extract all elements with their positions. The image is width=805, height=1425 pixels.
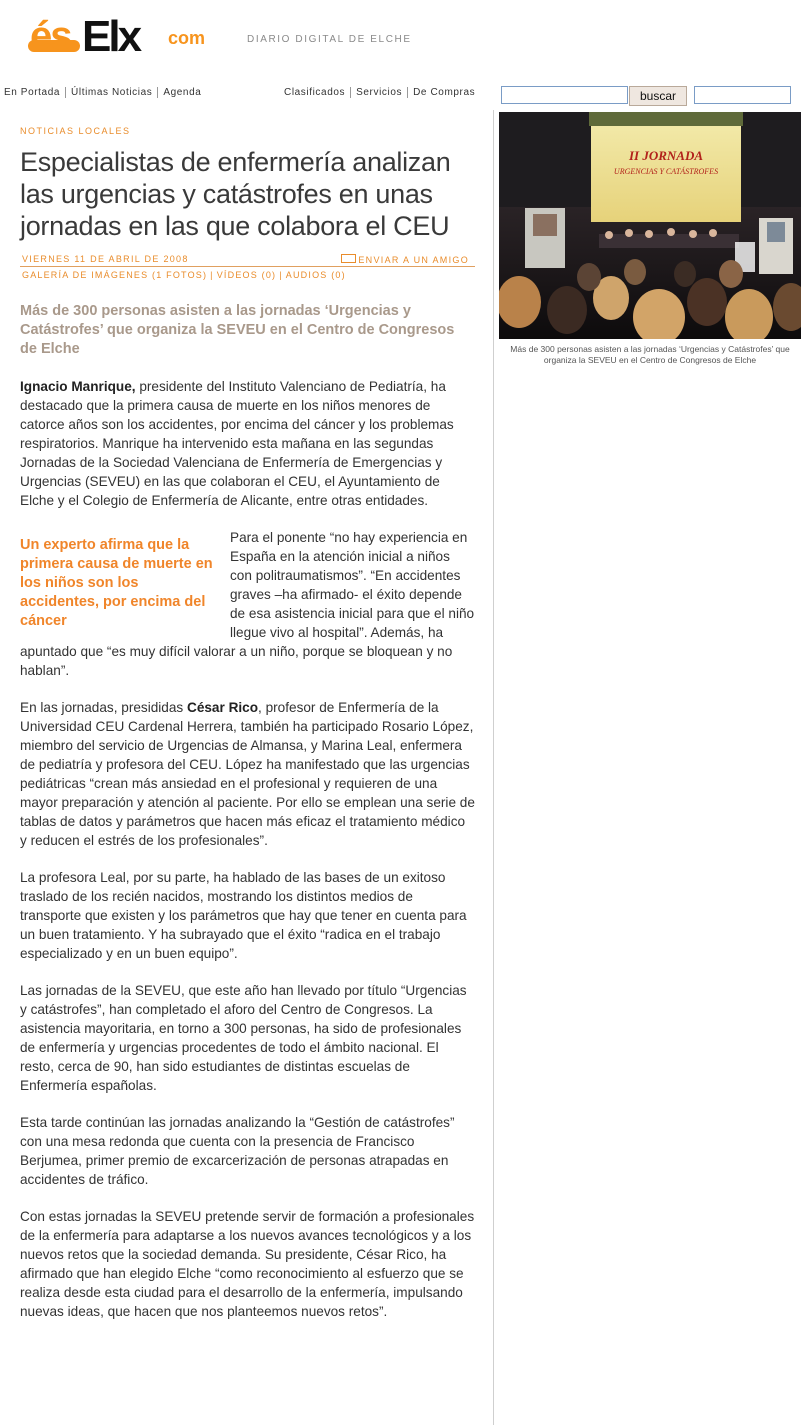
search-input[interactable] bbox=[501, 86, 628, 104]
paragraph-3: En las jornadas, presididas César Rico, profesor de Enfermería de la Universidad CEU Cardenal Herrera, también ha participado Rosario López, miembro del servicio de Urgencias de Almansa, y Marina Leal, enfermera de pediatría y profesora del CEU. López ha manifestado que las urgencias pediátricas “crean más ansiedad en el profesional y requieren de una mayor preparación y atención al paciente. Por ello se emplean una serie de tablas de datos y parámetros que hacen más eficaz el tratamiento médico y reducen el estrés de los profesionales”. bbox=[20, 700, 475, 848]
logo-com: com bbox=[168, 28, 206, 48]
paragraph-6: Esta tarde continúan las jornadas analizando la “Gestión de catástrofes” con una mesa redonda que cuenta con la presencia de Francisco Berjumea, primer premio de excarcerización de personas atrapadas en accidentes de tráfico. bbox=[20, 1115, 455, 1187]
media-links bbox=[20, 270, 475, 284]
article-date: VIERNES 11 DE ABRIL DE 2008 bbox=[22, 254, 189, 264]
pull-quote: Un experto afirma que la primera causa de muerte en los niños son los accidentes, por encima del cáncer bbox=[20, 537, 213, 629]
send-to-friend-link[interactable] bbox=[341, 254, 469, 265]
paragraph-4: La profesora Leal, por su parte, ha hablado de las bases de un exitoso traslado de los recién nacidos, mostrando los distintos medios de transporte que existen y los parámetros que hay que tener en cuenta para un buen tratamiento. Y ha subrayado que el éxito “radica en el trabajo especializado y en un buen equipo”. bbox=[20, 870, 467, 961]
site-tagline: DIARIO DIGITAL DE ELCHE bbox=[247, 34, 412, 45]
article-meta bbox=[20, 252, 475, 267]
nav-item-portada[interactable]: En Portada bbox=[4, 87, 61, 98]
person-name: César Rico bbox=[187, 700, 259, 715]
paragraph-1: Ignacio Manrique, presidente del Instituto Valenciano de Pediatría, ha destacado que la primera causa de muerte en los niños menores de catorce años son los accidentes, por encima del cáncer y los problemas respiratorios. Manrique ha intervenido esta mañana en las segundas Jornadas de la Sociedad Valenciana de Enfermería de Emergencias y Urgencias (SEVEU) en las que colaboran el CEU, el Ayuntamiento de Elche y el Colegio de Enfermería de Alicante, entre otras entidades. bbox=[20, 379, 454, 508]
person-name: Ignacio Manrique, bbox=[20, 379, 136, 394]
search-button[interactable]: buscar bbox=[629, 86, 687, 106]
section-label[interactable]: NOTICIAS LOCALES bbox=[20, 126, 131, 136]
site-header bbox=[0, 0, 805, 80]
videos-link[interactable]: VÍDEOS (0) bbox=[216, 270, 277, 280]
send-to-friend-label: ENVIAR A UN AMIGO bbox=[358, 255, 469, 265]
article-body bbox=[20, 377, 475, 1321]
nav-left-group bbox=[4, 87, 206, 98]
paragraph-7: Con estas jornadas la SEVEU pretende servir de formación a profesionales de la enfermería para adaptarse a los nuevos avances tecnológicos y a los nuevos retos que la sociedad demanda. Su presidente, César Rico, ha afirmado que han elegido Elche “como reconocimiento al esfuerzo que se realiza desde esta ciudad para el desarrollo de la enfermería, impulsando nuevas ideas, que hacen que nos planteemos nuevos retos”. bbox=[20, 1209, 475, 1319]
screen-subtitle: URGENCIAS Y CATÁSTROFES bbox=[613, 167, 719, 176]
article-photo[interactable] bbox=[499, 112, 801, 339]
logo-es: és bbox=[30, 14, 71, 58]
secondary-search-input[interactable] bbox=[694, 86, 791, 104]
article-title: Especialistas de enfermería analizan las urgencias y catástrofes en unas jornadas en las que colabora el CEU bbox=[20, 147, 451, 241]
envelope-icon bbox=[341, 254, 356, 263]
nav-item-de-compras[interactable]: De Compras bbox=[407, 87, 480, 98]
article-lead: Más de 300 personas asisten a las jornadas ‘Urgencias y Catástrofes’ que organiza la SEVEU en el Centro de Congresos de Elche bbox=[20, 303, 455, 357]
screen-title: II JORNADA bbox=[628, 148, 704, 163]
nav-item-agenda[interactable]: Agenda bbox=[157, 87, 206, 98]
separator: | bbox=[210, 270, 214, 280]
paragraph-2: Para el ponente “no hay experiencia en España en la atención inicial a niños con politraumatismos”. “En accidentes graves –ha afirmado- el éxito depende de esa asistencia inicial para que el niño llegue vivo al hospital”. Además, ha apuntado que “es muy difícil valorar a un niño, porque se bloquean y no hablan”. bbox=[20, 530, 475, 678]
column-divider bbox=[493, 110, 494, 1425]
logo-elx: Elx bbox=[82, 12, 140, 61]
article bbox=[20, 126, 475, 1339]
photo-caption: Más de 300 personas asisten a las jornadas ‘Urgencias y Catástrofes’ que organiza la SEVEU en el Centro de Congresos de Elche bbox=[510, 344, 790, 365]
nav-item-clasificados[interactable]: Clasificados bbox=[284, 87, 346, 98]
nav-item-servicios[interactable]: Servicios bbox=[350, 87, 407, 98]
audios-link[interactable]: AUDIOS (0) bbox=[285, 270, 346, 280]
paragraph-5: Las jornadas de la SEVEU, que este año han llevado por título “Urgencias y catástrofes”, han completado el aforo del Centro de Congresos. La asistencia mayoritaria, en torno a 300 personas, ha sido de profesionales de enfermería y urgencias procedentes de todo el ámbito nacional. El resto, cerca de 90, han sido estudiantes de distintas escuelas de Enfermería españolas. bbox=[20, 983, 467, 1093]
gallery-link[interactable]: GALERÍA DE IMÁGENES (1 FOTOS) bbox=[22, 270, 208, 280]
conference-photo bbox=[499, 112, 801, 339]
separator: | bbox=[279, 270, 283, 280]
nav-right-group bbox=[284, 87, 480, 98]
nav-item-ultimas-noticias[interactable]: Últimas Noticias bbox=[65, 87, 157, 98]
